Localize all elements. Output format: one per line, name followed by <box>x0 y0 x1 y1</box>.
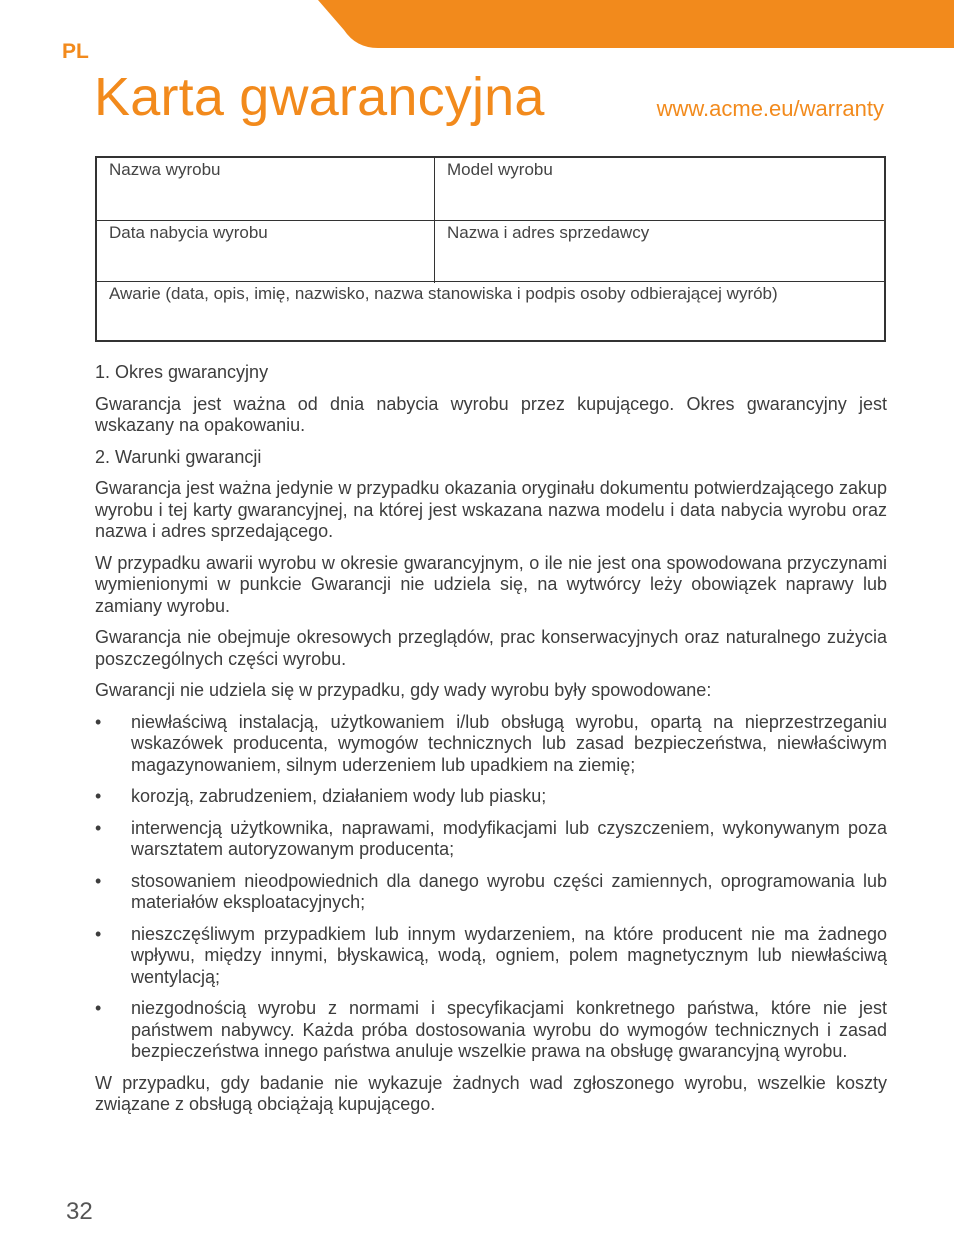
product-name-field[interactable]: Nazwa wyrobu <box>97 158 435 220</box>
section-heading-period: 1. Okres gwarancyjny <box>95 362 269 382</box>
list-item-text: stosowaniem nieodpowiednich dla danego wyrobu części zamiennych, oprogramowania lub materiałów eksploatacyjnych; <box>131 870 887 912</box>
bullet: • <box>95 870 102 891</box>
seller-field[interactable]: Nazwa i adres sprzedawcy <box>447 223 650 242</box>
orange-header-tab <box>0 0 954 48</box>
warranty-url-link[interactable]: www.acme.eu/warranty <box>656 96 884 121</box>
list-item-text: korozją, zabrudzeniem, działaniem wody lub piasku; <box>131 786 547 806</box>
product-model-field[interactable]: Model wyrobu <box>447 160 553 179</box>
warranty-form-table <box>95 156 886 342</box>
warranty-body-text <box>95 362 887 1126</box>
list-item <box>95 818 887 861</box>
bullet: • <box>95 817 102 838</box>
paragraph: Gwarancja nie obejmuje okresowych przeglądów, prac konserwacyjnych oraz naturalnego zużycia poszczególnych części wyrobu. <box>95 627 887 669</box>
paragraph: Gwarancji nie udziela się w przypadku, gdy wady wyrobu były spowodowane: <box>95 680 712 700</box>
form-row <box>97 281 884 344</box>
list-item <box>95 924 887 989</box>
section-heading-conditions: 2. Warunki gwarancji <box>95 446 262 467</box>
form-row <box>97 158 884 220</box>
list-item-text: niezgodnością wyrobu z normami i specyfikacjami konkretnego państwa, które nie jest państwem nabywcy. Każda próba dostosowania wyrobu do wymogów technicznych i zasad bezpieczeństwa innego państwa anuluje wszelkie prawa na obsługę gwarancyjną wyrobu. <box>131 998 887 1061</box>
exclusions-list <box>95 712 887 1063</box>
list-item-text: interwencją użytkownika, naprawami, modyfikacjami lub czyszczeniem, wykonywanym poza warsztatem autoryzowanym producenta; <box>131 817 887 859</box>
list-item <box>95 998 887 1063</box>
purchase-date-field[interactable]: Data nabycia wyrobu <box>97 221 435 283</box>
list-item-text: niewłaściwą instalacją, użytkowaniem i/lub obsługą wyrobu, opartą na nieprzestrzeganiu wskazówek producenta, wymogów technicznych lub zasad bezpieczeństwa, niewłaściwym magazynowaniem, silnym uderzeniem lub upadkiem na ziemię; <box>131 711 887 775</box>
language-code: PL <box>62 40 89 63</box>
form-row <box>97 220 884 283</box>
bullet: • <box>95 923 102 944</box>
bullet: • <box>95 998 102 1018</box>
paragraph: W przypadku awarii wyrobu w okresie gwarancyjnym, o ile nie jest ona spowodowana przyczynami wymienionymi w punkcie Gwarancji nie udziela się, na wytwórcy leży obowiązek naprawy lub zamiany wyrobu. <box>95 552 887 616</box>
page-number: 32 <box>66 1198 93 1225</box>
bullet: • <box>95 711 102 732</box>
list-item <box>95 712 887 777</box>
page-title: Karta gwarancyjna <box>94 67 545 127</box>
list-item <box>95 871 887 914</box>
paragraph: Gwarancja jest ważna jedynie w przypadku okazania oryginału dokumentu potwierdzającego zakup wyrobu i tej karty gwarancyjnej, na której jest wskazana nazwa modelu i data nabycia wyrobu oraz nazwa i adres sprzedającego. <box>95 478 887 541</box>
paragraph: Gwarancja jest ważna od dnia nabycia wyrobu przez kupującego. Okres gwarancyjny jest wskazany na opakowaniu. <box>95 393 887 435</box>
paragraph: W przypadku, gdy badanie nie wykazuje żadnych wad zgłoszonego wyrobu, wszelkie koszty związane z obsługą obciążają kupującego. <box>95 1072 887 1114</box>
list-item-text: nieszczęśliwym przypadkiem lub innym wydarzeniem, na które producent nie ma żadnego wpływu, między innymi, błyskawicą, wodą, ogniem, polem magnetycznym lub niewłaściwą wentylacją; <box>131 923 887 987</box>
bullet: • <box>95 786 102 806</box>
list-item <box>95 786 887 808</box>
failures-field[interactable]: Awarie (data, opis, imię, nazwisko, nazwa stanowiska i podpis osoby odbierającej wyrób) <box>109 284 778 303</box>
